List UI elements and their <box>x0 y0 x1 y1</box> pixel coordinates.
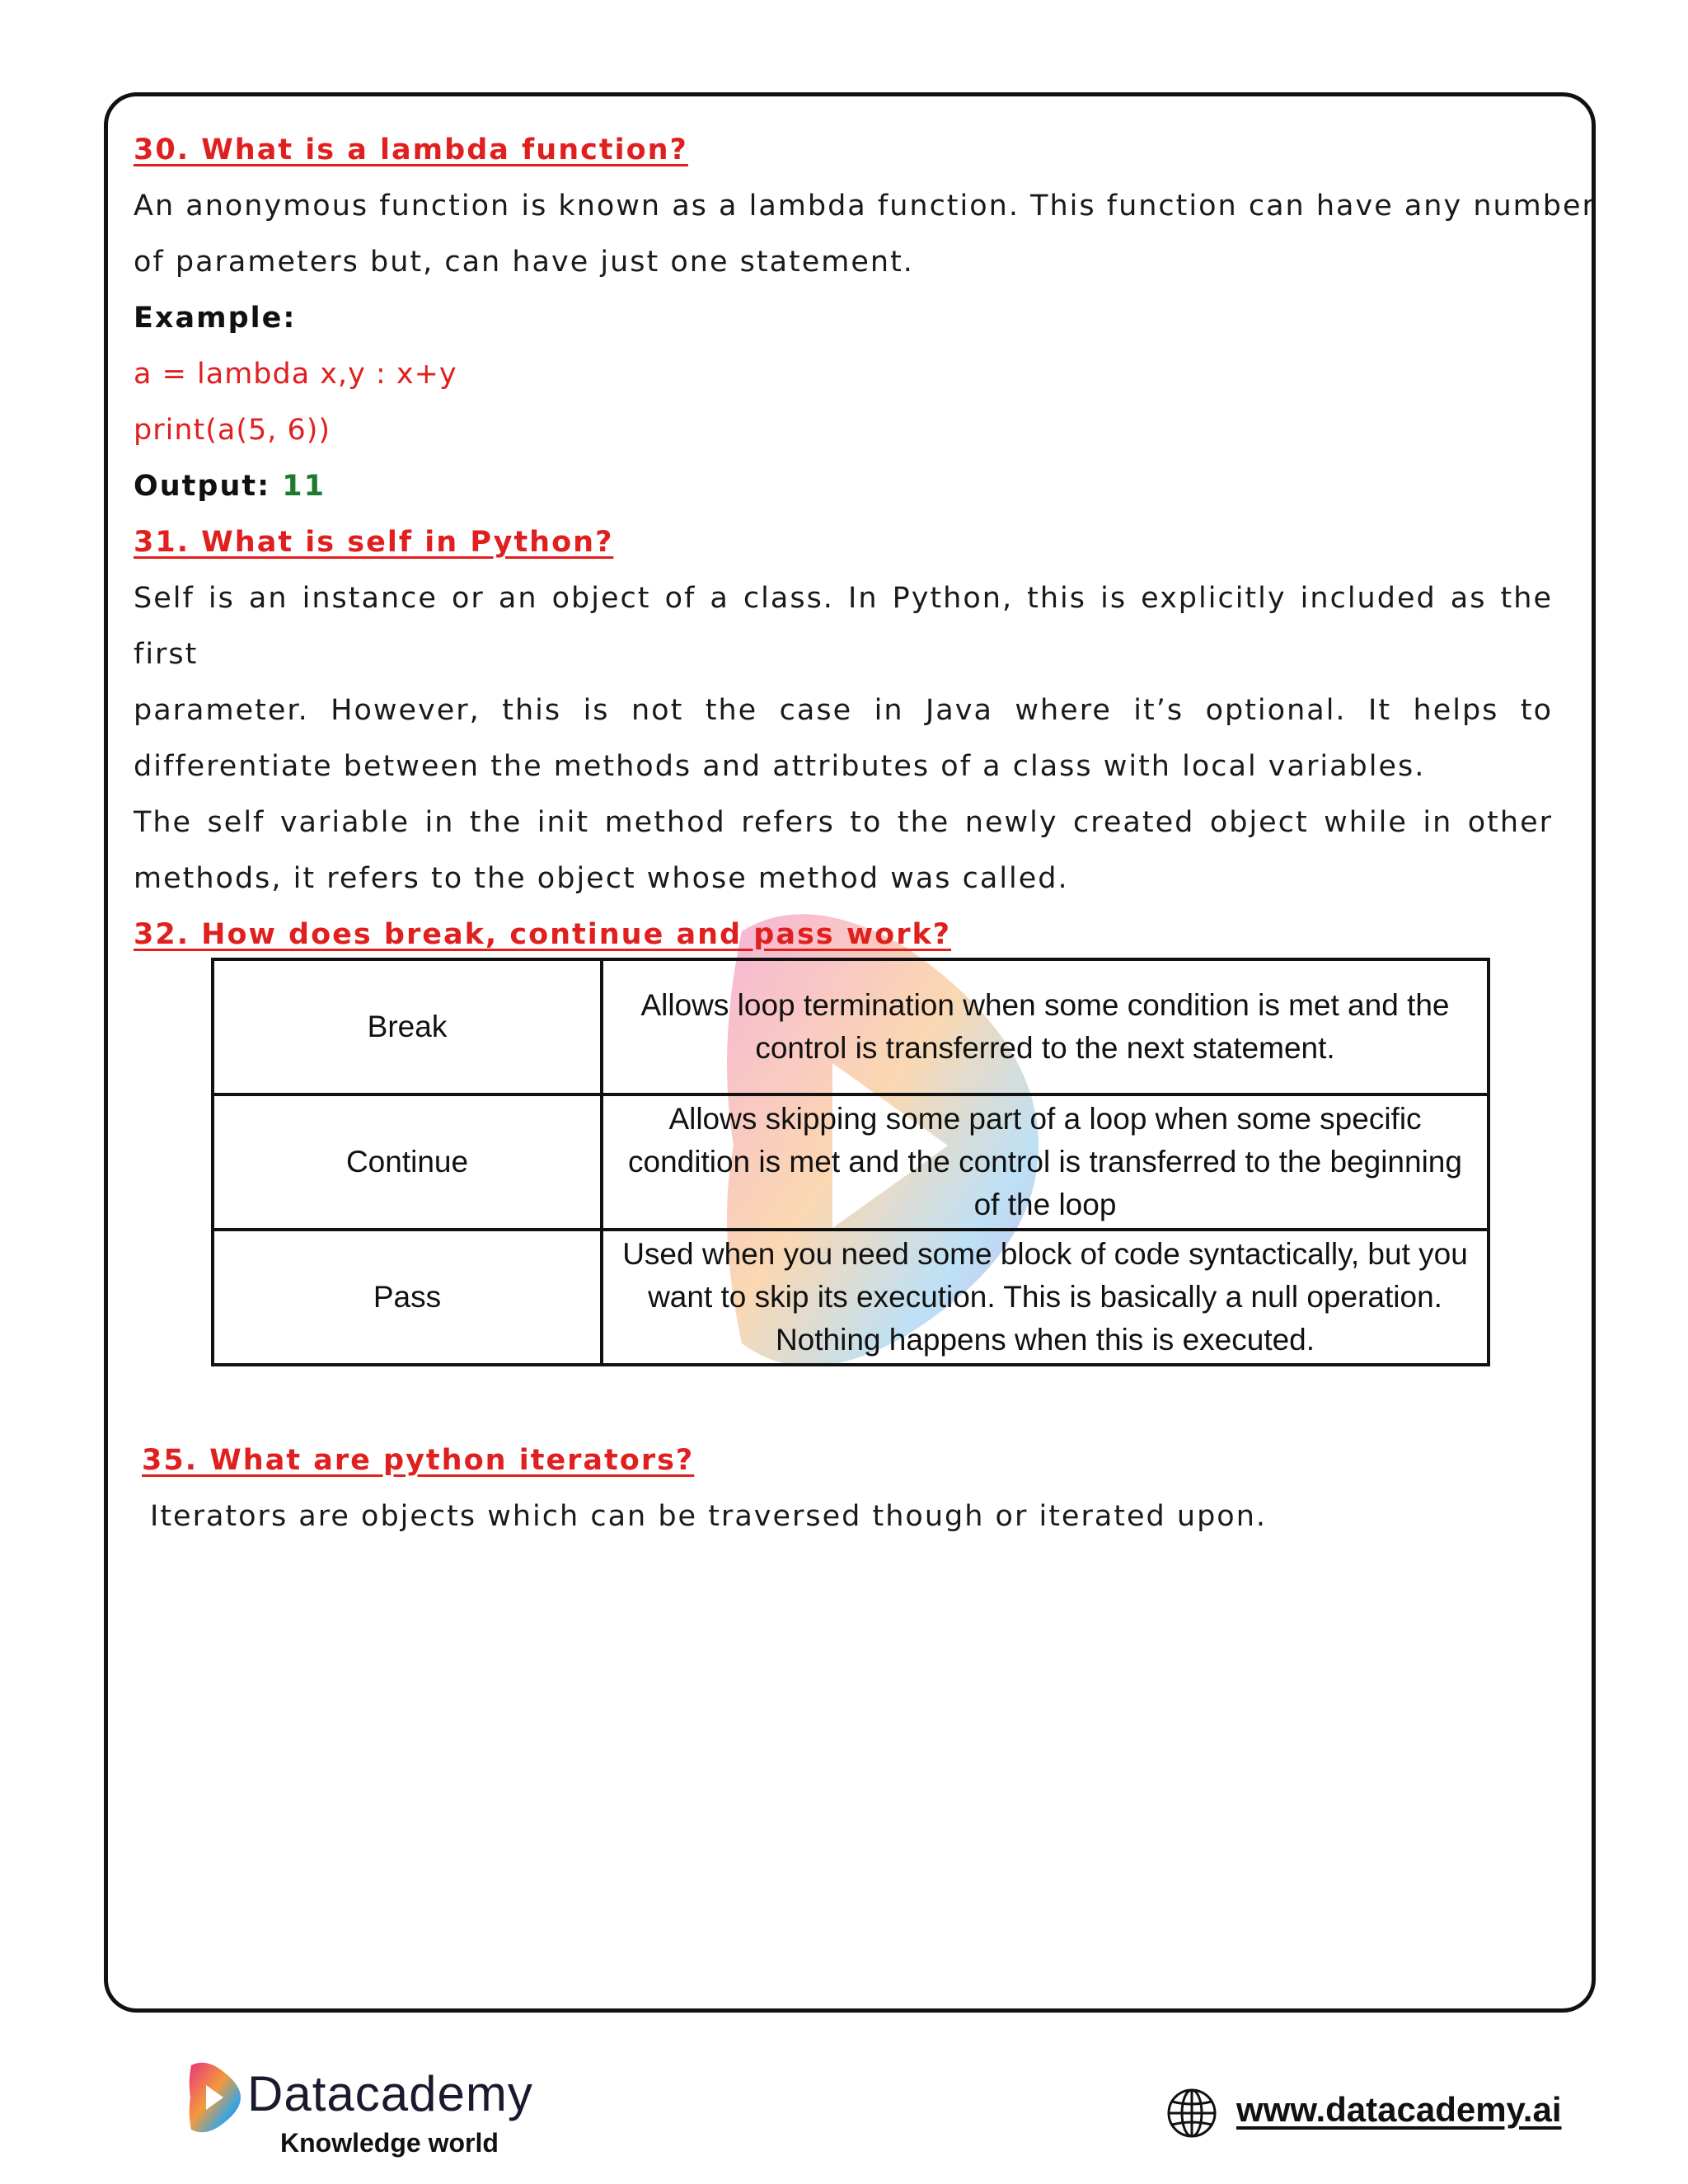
q30-code-line-1: a = lambda x,y : x+y <box>134 358 457 391</box>
globe-icon <box>1165 2087 1218 2139</box>
q31-text-line-4: The self variable in the init method refers to the newly created object while in other <box>134 806 1553 839</box>
q31-text-line-5: methods, it refers to the object whose method was called. <box>134 862 1069 895</box>
q30-output <box>134 458 1553 514</box>
q31-heading: 31. What is self in Python? <box>134 526 614 559</box>
table-keyword-cell: Break <box>213 959 602 1094</box>
q30-output-value: 11 <box>282 470 326 503</box>
table-keyword-cell: Pass <box>213 1230 602 1365</box>
table-description-cell: Used when you need some block of code syntactically, but you want to skip its execution. This is basically a null operation. Nothing happens when this is executed. <box>602 1230 1489 1365</box>
q30-text-line-2: of parameters but, can have just one statement. <box>134 246 914 279</box>
q35-heading: 35. What are python iterators? <box>142 1444 695 1477</box>
table-row <box>213 1230 1489 1365</box>
brand-tagline: Knowledge world <box>280 2128 499 2158</box>
q30-example-label: Example: <box>134 302 297 335</box>
q32-heading: 32. How does break, continue and pass work? <box>134 918 952 951</box>
q30-output-label: Output: <box>134 470 271 503</box>
table-row <box>213 959 1489 1094</box>
q31-text-line-2: parameter. However, this is not the case in Java where it’s optional. It helps to <box>134 694 1553 727</box>
q31-text-line-3: differentiate between the methods and attributes of a class with local variables. <box>134 750 1426 783</box>
table-keyword-cell: Continue <box>213 1094 602 1230</box>
break-continue-pass-table <box>211 958 1490 1366</box>
q30-code-line-2: print(a(5, 6)) <box>134 414 331 447</box>
q30-heading: 30. What is a lambda function? <box>134 134 688 166</box>
website-link[interactable]: www.datacademy.ai <box>1236 2090 1562 2129</box>
table-description-cell: Allows loop termination when some condition is met and the control is transferred to the next statement. <box>602 959 1489 1094</box>
table-row <box>213 1094 1489 1230</box>
q35-text-line-1: Iterators are objects which can be traversed though or iterated upon. <box>150 1500 1268 1533</box>
q31-text-line-1: Self is an instance or an object of a class. In Python, this is explicitly included as the first <box>134 582 1553 671</box>
q30-text-line-1: An anonymous function is known as a lambda function. This function can have any number <box>134 190 1596 223</box>
datacademy-logo-icon <box>186 2060 244 2135</box>
brand-name: Datacademy <box>247 2066 533 2121</box>
table-description-cell: Allows skipping some part of a loop when some specific condition is met and the control is transferred to the beginning of the loop <box>602 1094 1489 1230</box>
main-content <box>134 122 1596 963</box>
